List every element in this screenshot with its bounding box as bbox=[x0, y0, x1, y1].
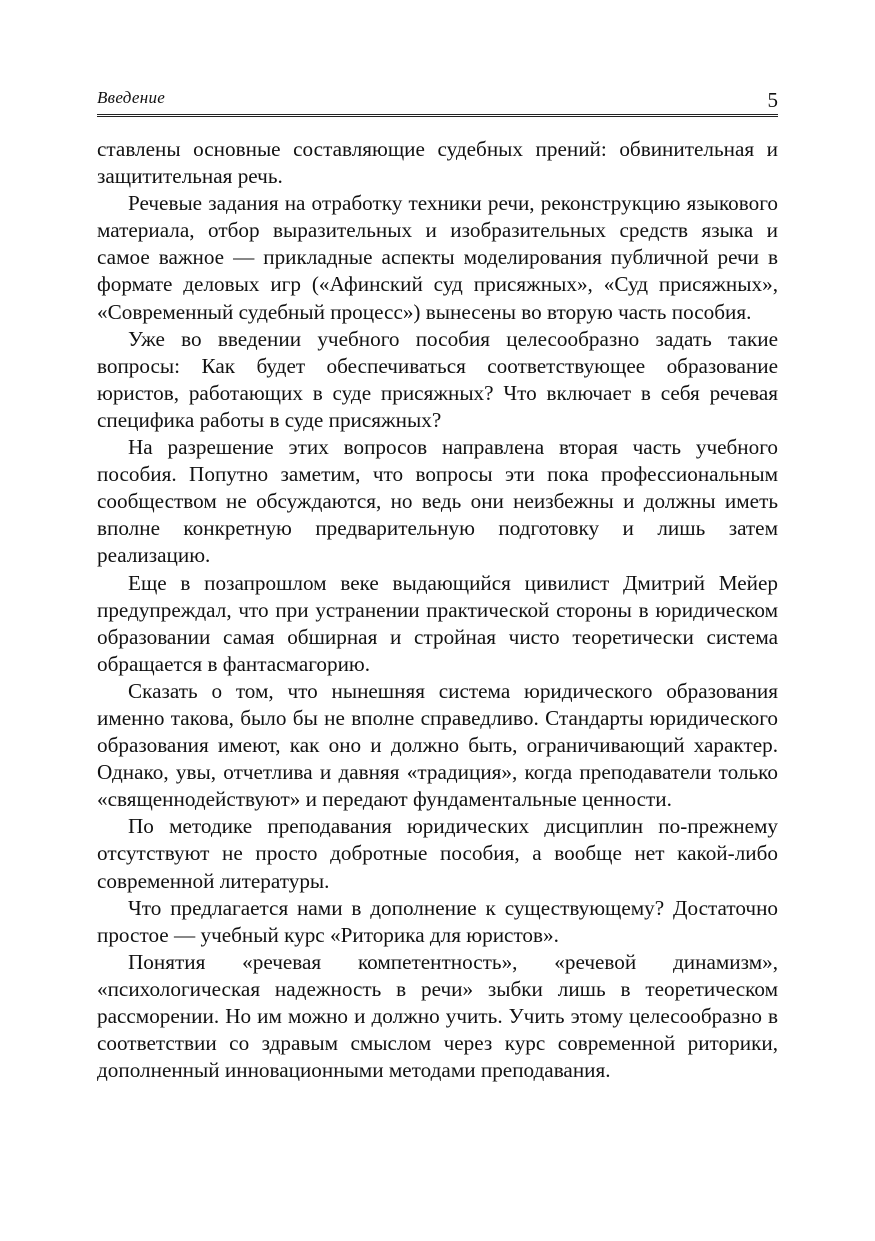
paragraph: Что предлагается нами в дополнение к существующему? Достаточно простое — учебный курс «Риторика для юристов». bbox=[97, 895, 778, 947]
header-rule bbox=[97, 114, 778, 117]
paragraph: Сказать о том, что нынешняя система юридического образования именно такова, было бы не вполне справедливо. Стандарты юридического образования имеют, как оно и должно быть, ограничивающий характер. Однако, увы, отчетлива и давняя «традиция», когда преподаватели только «священнодействуют» и передают фундаментальные ценности. bbox=[97, 678, 778, 812]
page-number: 5 bbox=[767, 88, 778, 112]
paragraph: Еще в позапрошлом веке выдающийся цивилист Дмитрий Мейер предупреждал, что при устранении практической стороны в юридическом образовании самая обширная и стройная чисто теоретически система обращается в фантасмагорию. bbox=[97, 570, 778, 676]
paragraph: Речевые задания на отработку техники речи, реконструкцию языкового материала, отбор выразительных и изобразительных средств языка и самое важное — прикладные аспекты моделирования публичной речи в формате деловых игр («Афинский суд присяжных», «Суд присяжных», «Современный судебный процесс») вынесены во вторую часть пособия. bbox=[97, 191, 778, 324]
section-title: Введение bbox=[97, 88, 166, 107]
running-header bbox=[97, 84, 778, 114]
paragraph: На разрешение этих вопросов направлена вторая часть учебного пособия. Попутно заметим, что вопросы эти пока профессиональным сообществом не обсуждаются, но ведь они неизбежны и должны иметь вполне конкретную предварительную подготовку и лишь затем реализацию. bbox=[97, 435, 778, 568]
body-text bbox=[97, 136, 778, 1084]
paragraph: Уже во введении учебного пособия целесообразно задать такие вопросы: Как будет обеспечиваться соответствующее образование юристов, работающих в суде присяжных? Что включает в себя речевая специфика работы в суде присяжных? bbox=[97, 326, 778, 432]
paragraph: Понятия «речевая компетентность», «речевой динамизм», «психологическая надежность в речи» зыбки лишь в теоретическом рассморении. Но им можно и должно учить. Учить этому целесообразно в соответствии со здравым смыслом через курс современной риторики, дополненный инновационными методами преподавания. bbox=[97, 949, 778, 1083]
paragraph: ставлены основные составляющие судебных прений: обвинительная и защитительная речь. bbox=[97, 137, 778, 189]
book-page bbox=[97, 84, 778, 1084]
paragraph: По методике преподавания юридических дисциплин по-прежнему отсутствуют не просто добротные пособия, а вообще нет какой-либо современной литературы. bbox=[97, 814, 778, 893]
